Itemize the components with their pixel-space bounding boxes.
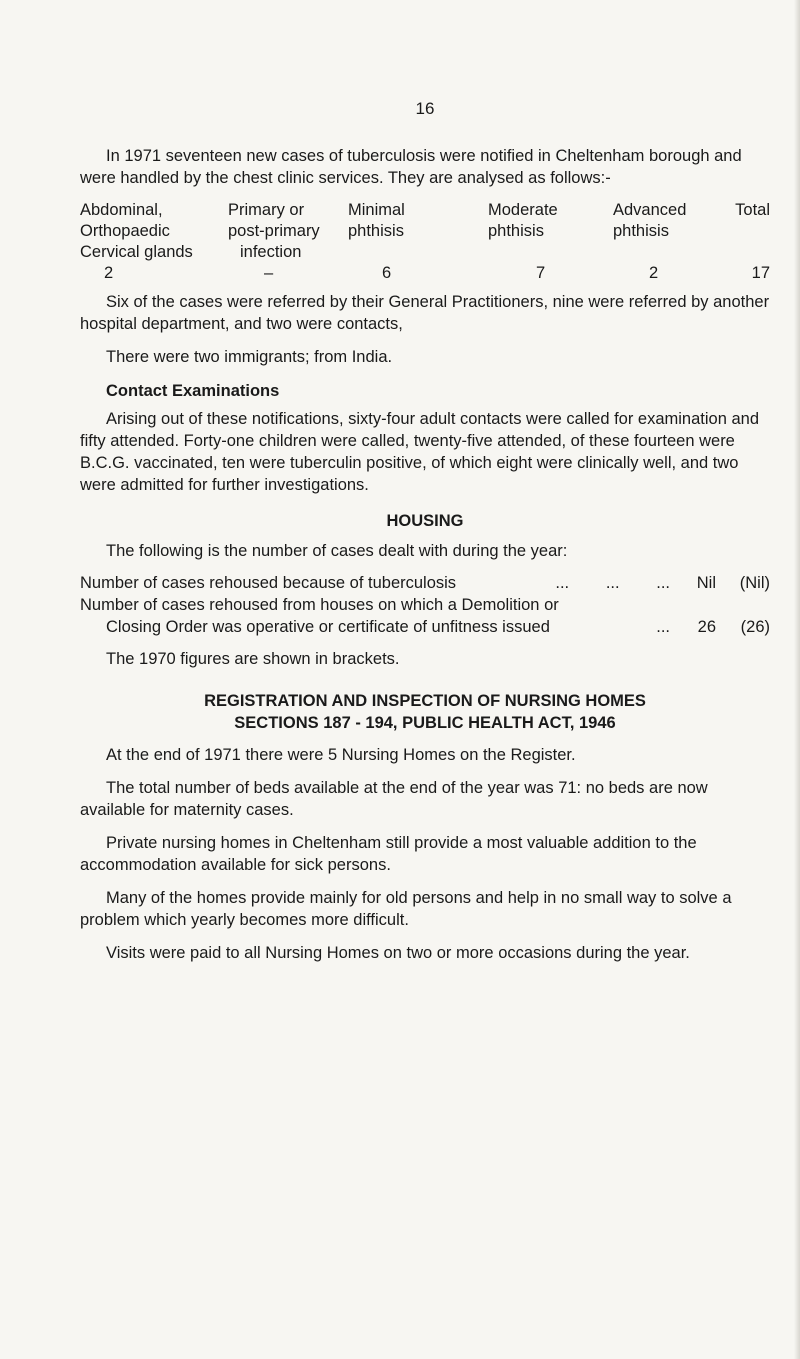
housing-row-value: 26 [697, 618, 716, 636]
housing-intro: The following is the number of cases dealt with during the year: [106, 542, 568, 560]
contact-examinations-text: Arising out of these notifications, sixty-four adult contacts were called for examination and fifty attended. Forty-one children were called, twenty-five attended, of these fourteen were B.C.G. vaccinated, ten were tuberculin positive, of which eight were clinically well, and two were admitted for further investigations. [80, 410, 760, 494]
dot-leader: ... [656, 618, 670, 636]
page-number: 16 [415, 99, 435, 118]
nursing-paragraph-3: Private nursing homes in Cheltenham still provide a most valuable addition to the accommodation available for sick persons. [80, 834, 697, 874]
tuberculosis-cases-table [80, 200, 770, 284]
housing-row-value: Nil [696, 574, 716, 592]
housing-row-demolition [80, 616, 770, 638]
intro-paragraph: In 1971 seventeen new cases of tuberculosis were notified in Cheltenham borough and were handled by the chest clinic services. They are analysed as follows:- [80, 147, 742, 187]
col-header-moderate: Moderate phthisis [488, 201, 558, 240]
housing-row-previous: (Nil) [739, 574, 770, 592]
col-header-advanced: Advanced phthisis [613, 201, 687, 240]
housing-row-label: Number of cases rehoused because of tuberculosis [80, 574, 457, 592]
nursing-paragraph-4: Many of the homes provide mainly for old persons and help in no small way to solve a problem which yearly becomes more difficult. [80, 889, 732, 929]
dot-leader: ... ... ... [555, 574, 670, 592]
referrals-paragraph: Six of the cases were referred by their General Practitioners, nine were referred by another hospital department, and two were contacts, [80, 293, 770, 333]
immigrants-paragraph: There were two immigrants; from India. [106, 348, 393, 366]
table-row [80, 263, 770, 284]
contact-examinations-heading: Contact Examinations [106, 382, 280, 400]
col-header-total: Total [735, 201, 770, 219]
value-primary: – [264, 264, 274, 282]
housing-row-label: Closing Order was operative or certificate of unfitness issued [106, 618, 550, 636]
housing-note: The 1970 figures are shown in brackets. [106, 650, 400, 668]
nursing-paragraph-2: The total number of beds available at the end of the year was 71: no beds are now available for maternity cases. [80, 779, 708, 819]
value-advanced: 2 [649, 264, 659, 282]
document-page [80, 98, 770, 975]
value-abdominal: 2 [104, 264, 114, 282]
housing-row-tuberculosis [80, 572, 770, 594]
col-header-abdominal: Abdominal, Orthopaedic Cervical glands [80, 201, 193, 261]
value-total: 17 [751, 264, 770, 282]
value-minimal: 6 [382, 264, 392, 282]
housing-row-demolition-line1: Number of cases rehoused from houses on which a Demolition or [80, 596, 559, 614]
nursing-paragraph-5: Visits were paid to all Nursing Homes on two or more occasions during the year. [106, 944, 690, 962]
nursing-paragraph-1: At the end of 1971 there were 5 Nursing Homes on the Register. [106, 746, 576, 764]
value-moderate: 7 [536, 264, 546, 282]
col-header-primary: Primary or post-primary infection [228, 201, 320, 261]
nursing-homes-heading: REGISTRATION AND INSPECTION OF NURSING HOMES SECTIONS 187 - 194, PUBLIC HEALTH ACT, 1946 [204, 692, 646, 732]
housing-heading: HOUSING [386, 512, 464, 530]
col-header-minimal: Minimal phthisis [348, 201, 405, 240]
housing-row-previous: (26) [740, 618, 770, 636]
page-edge-shadow [794, 0, 800, 1359]
table-header-row [80, 200, 770, 263]
